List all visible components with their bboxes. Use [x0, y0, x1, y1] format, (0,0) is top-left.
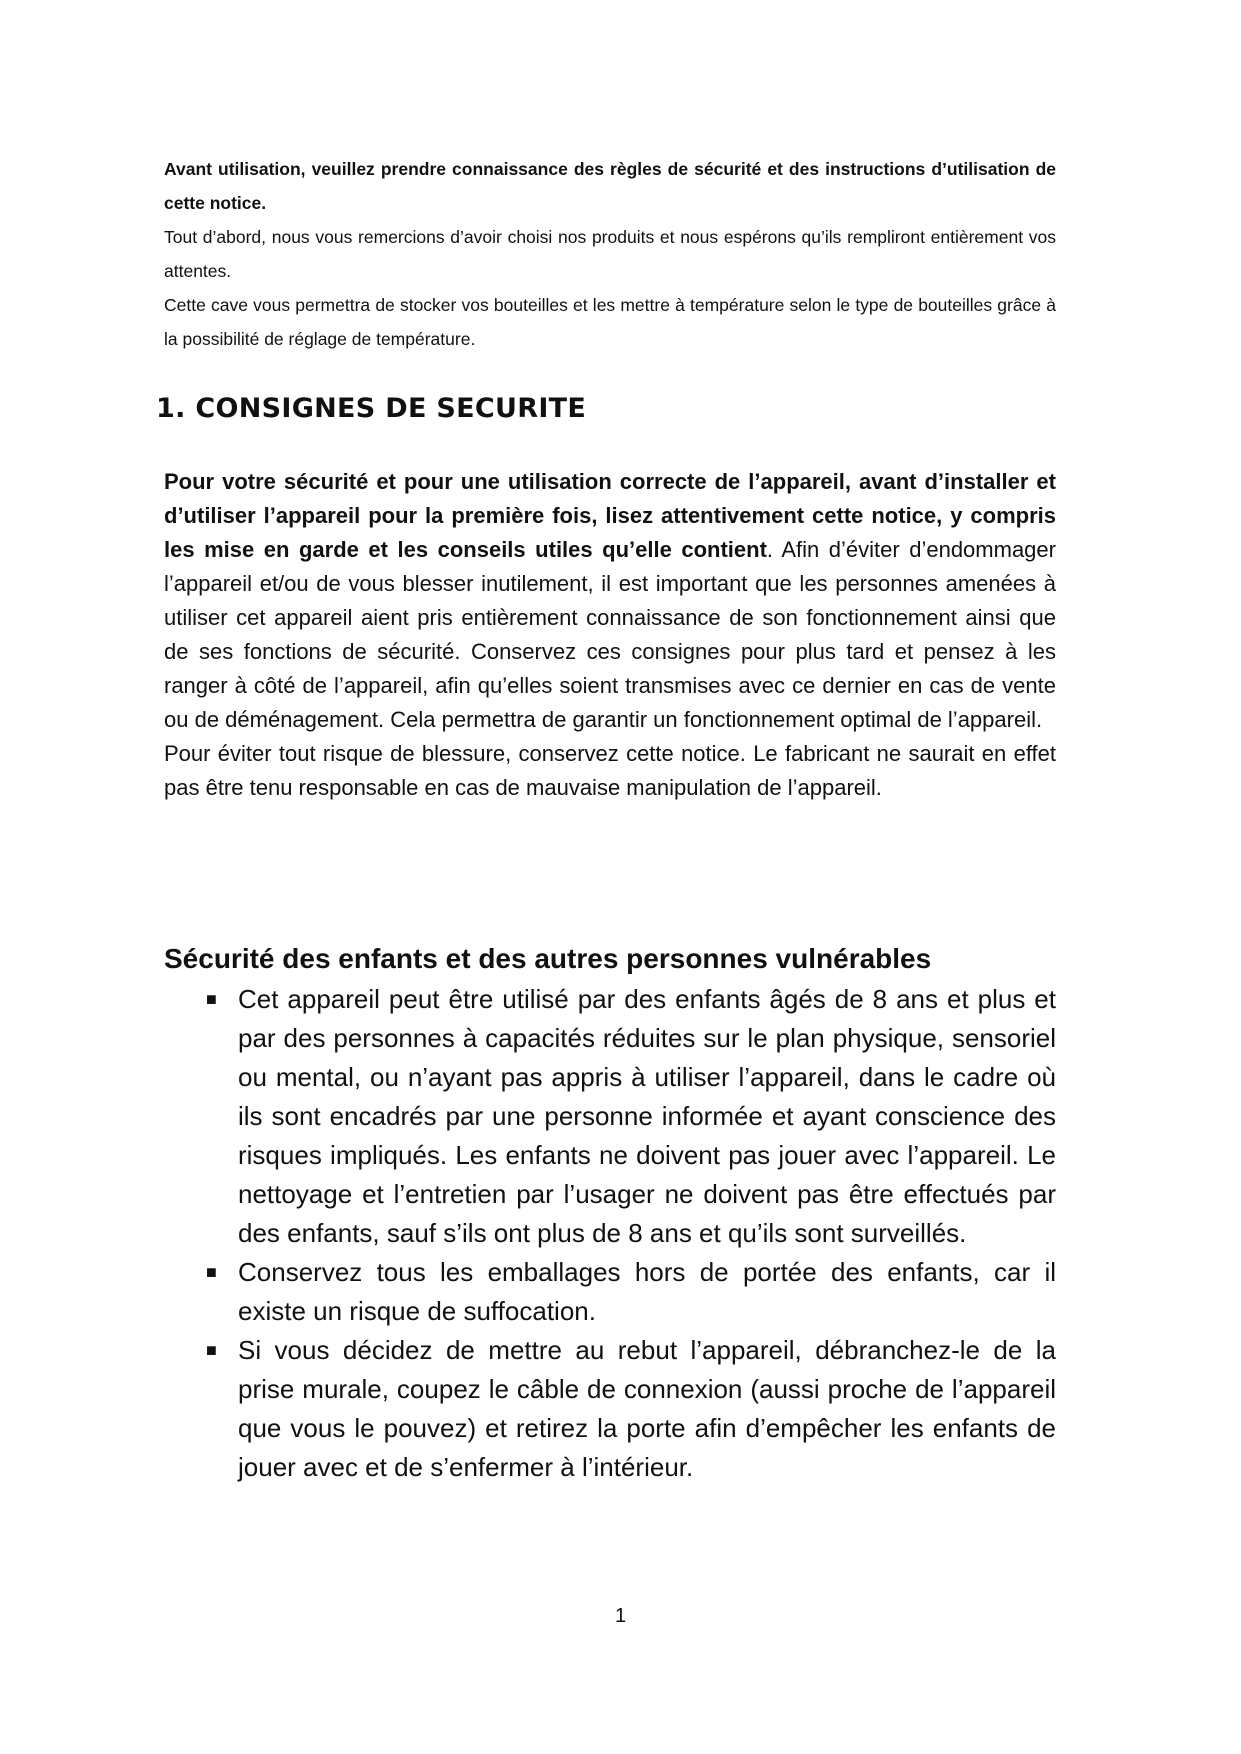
intro-thanks: Tout d’abord, nous vous remercions d’avoir choisi nos produits et nous espérons qu’ils rempliront entièrement vos attentes.: [164, 227, 1056, 281]
children-safety-list: [164, 980, 1056, 1487]
intro-notice: Avant utilisation, veuillez prendre connaissance des règles de sécurité et des instructions d’utilisation de cette notice.: [164, 159, 1056, 213]
safety-lead-bold: Pour votre sécurité et pour une utilisation correcte de l’appareil, avant d’installer et d’utiliser l’appareil pour la première fois, lisez attentivement cette notice, y compris les mise en garde et les conseils utiles qu’elle contient: [164, 469, 1056, 562]
intro-block: [164, 152, 1056, 356]
list-item-text: Si vous décidez de mettre au rebut l’appareil, débranchez-le de la prise murale, coupez le câble de connexion (aussi proche de l’appareil que vous le pouvez) et retirez la porte afin d’empêcher les enfants de jouer avec et de s’enfermer à l’intérieur.: [238, 1335, 1056, 1482]
list-item-text: Conservez tous les emballages hors de portée des enfants, car il existe un risque de suffocation.: [238, 1257, 1056, 1326]
square-bullet-icon: ■: [206, 1262, 217, 1282]
list-item-text: Cet appareil peut être utilisé par des enfants âgés de 8 ans et plus et par des personnes à capacités réduites sur le plan physique, sensoriel ou mental, ou n’ayant pas appris à utiliser l’appareil, dans le cadre où ils sont encadrés par une personne informée et ayant conscience des risques impliqués. Les enfants ne doivent pas jouer avec l’appareil. Le nettoyage et l’entretien par l’usager ne doivent pas être effectués par des enfants, sauf s’ils ont plus de 8 ans et qu’ils sont surveillés.: [238, 984, 1056, 1248]
list-item: [164, 1253, 1056, 1331]
list-item: [164, 1331, 1056, 1487]
square-bullet-icon: ■: [206, 989, 217, 1009]
safety-paragraph-2: Pour éviter tout risque de blessure, conservez cette notice. Le fabricant ne saurait en effet pas être tenu responsable en cas de mauvaise manipulation de l’appareil.: [164, 741, 1056, 800]
safety-lead-rest: . Afin d’éviter d’endommager l’appareil et/ou de vous blesser inutilement, il est important que les personnes amenées à utiliser cet appareil aient pris entièrement connaissance de son fonctionnement ainsi que de ses fonctions de sécurité. Conservez ces consignes pour plus tard et pensez à les ranger à côté de l’appareil, afin qu’elles soient transmises avec ce dernier en cas de vente ou de déménagement. Cela permettra de garantir un fonctionnement optimal de l’appareil.: [164, 537, 1056, 732]
list-item: [164, 980, 1056, 1253]
intro-purpose: Cette cave vous permettra de stocker vos bouteilles et les mettre à température selon le type de bouteilles grâce à la possibilité de réglage de température.: [164, 295, 1056, 349]
square-bullet-icon: ■: [206, 1340, 217, 1360]
page-number: 1: [614, 1605, 627, 1627]
safety-paragraph-1: [164, 465, 1056, 737]
safety-instructions: [164, 465, 1056, 805]
children-safety-heading: Sécurité des enfants et des autres personnes vulnérables: [164, 943, 932, 974]
section-heading: 1. CONSIGNES DE SECURITE: [156, 393, 587, 424]
